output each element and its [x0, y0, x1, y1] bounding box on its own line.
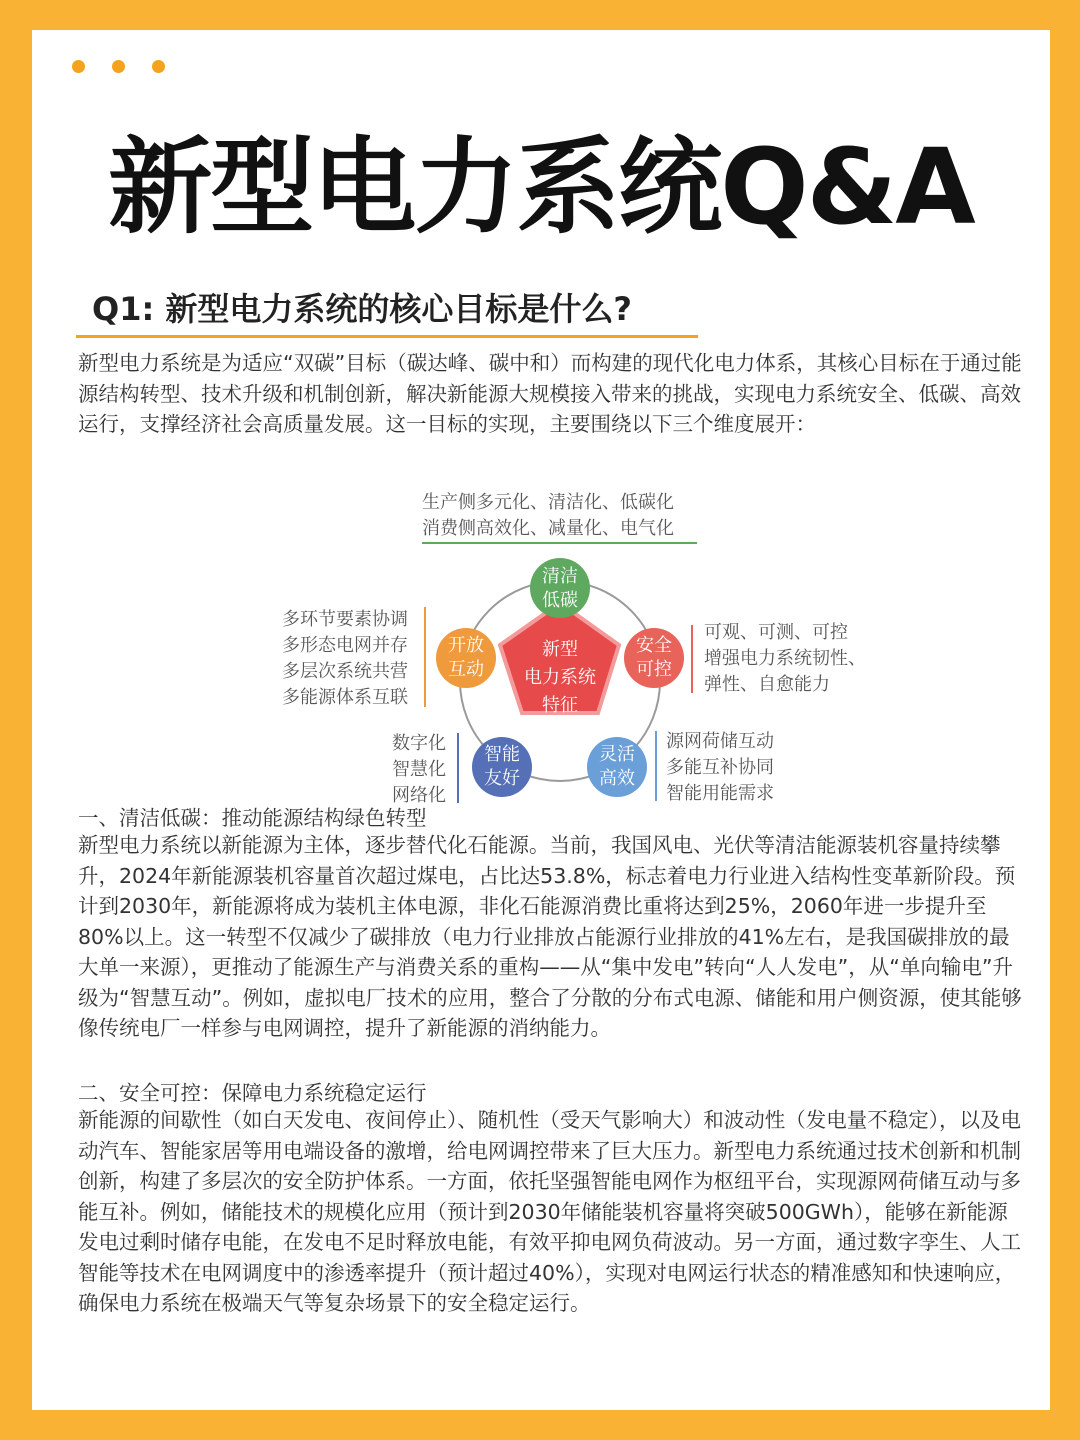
node-bottom-right-line-2: 高效	[599, 768, 635, 789]
note-bottom-right-3: 智能用能需求	[666, 783, 774, 804]
node-bottom-left-line-1: 智能	[484, 744, 520, 765]
note-left-3: 多层次系统共营	[282, 661, 408, 682]
note-top-1: 生产侧多元化、清洁化、低碳化	[422, 492, 674, 513]
node-left-line-1: 开放	[448, 635, 484, 656]
node-top-line-2: 低碳	[542, 590, 578, 611]
node-bottom-right-line-1: 灵活	[599, 744, 635, 765]
note-left-4: 多能源体系互联	[282, 687, 408, 708]
note-bottom-left-1: 数字化	[392, 733, 446, 754]
note-bottom-right-2: 多能互补协同	[666, 757, 774, 778]
note-left-2: 多形态电网并存	[282, 635, 408, 656]
center-line-2: 电力系统	[524, 667, 596, 688]
node-right-line-1: 安全	[636, 635, 672, 656]
section1-body: 新型电力系统以新能源为主体，逐步替代化石能源。当前，我国风电、光伏等清洁能源装机容量持续攀升，2024年新能源装机容量首次超过煤电，占比达53.8%，标志着电力行业进入结构性变革新阶段。预计到2030年，新能源将成为装机主体电源，非化石能源消费比重将达到25%，2060年进一步提升至80%以上。这一转型不仅减少了碳排放（电力行业排放占能源行业排放的41%左右，是我国碳排放的最大单一来源），更推动了能源生产与消费关系的重构——从“集中发电”转向“人人发电”，从“单向输电”升级为“智慧互动”。例如，虚拟电厂技术的应用，整合了分散的分布式电源、储能和用户侧资源，使其能够像传统电厂一样参与电网调控，提升了新能源的消纳能力。	[78, 833, 1022, 1040]
content-card	[32, 30, 1050, 1410]
node-right-line-2: 可控	[636, 659, 672, 680]
dot-icon	[112, 60, 125, 73]
note-left-1: 多环节要素协调	[282, 609, 408, 630]
feature-diagram	[242, 455, 882, 810]
note-right-2: 增强电力系统韧性、	[704, 648, 866, 669]
question-underline	[76, 335, 698, 338]
dot-icon	[72, 60, 85, 73]
dot-icon	[152, 60, 165, 73]
center-line-3: 特征	[542, 695, 578, 716]
question-heading: Q1: 新型电力系统的核心目标是什么?	[92, 290, 632, 328]
note-right-1: 可观、可测、可控	[704, 622, 848, 643]
page-title: 新型电力系统Q&A	[108, 126, 974, 248]
intro-paragraph: 新型电力系统是为适应“双碳”目标（碳达峰、碳中和）而构建的现代化电力体系，其核心目标在于通过能源结构转型、技术升级和机制创新，解决新能源大规模接入带来的挑战，实现电力系统安全、低碳、高效运行，支撑经济社会高质量发展。这一目标的实现，主要围绕以下三个维度展开：	[78, 351, 1022, 436]
center-line-1: 新型	[542, 639, 578, 660]
note-bottom-right-1: 源网荷储互动	[666, 731, 774, 752]
note-right-3: 弹性、自愈能力	[704, 674, 830, 695]
node-bottom-left-line-2: 友好	[484, 768, 520, 789]
node-top-line-1: 清洁	[542, 566, 578, 587]
note-top-2: 消费侧高效化、减量化、电气化	[422, 518, 674, 539]
section1-heading: 一、清洁低碳：推动能源结构绿色转型	[78, 806, 427, 830]
node-left-line-2: 互动	[448, 659, 484, 680]
note-bottom-left-3: 网络化	[392, 785, 446, 806]
section2-body: 新能源的间歇性（如白天发电、夜间停止）、随机性（受天气影响大）和波动性（发电量不稳定），以及电动汽车、智能家居等用电端设备的激增，给电网调控带来了巨大压力。新型电力系统通过技术创新和机制创新，构建了多层次的安全防护体系。一方面，依托坚强智能电网作为枢纽平台，实现源网荷储互动与多能互补。例如，储能技术的规模化应用（预计到2030年储能装机容量将突破500GWh），能够在新能源发电过剩时储存电能，在发电不足时释放电能，有效平抑电网负荷波动。另一方面，通过数字孪生、人工智能等技术在电网调度中的渗透率提升（预计超过40%），实现对电网运行状态的精准感知和快速响应，确保电力系统在极端天气等复杂场景下的安全稳定运行。	[78, 1108, 1021, 1315]
note-bottom-left-2: 智慧化	[392, 759, 446, 780]
section2-heading: 二、安全可控：保障电力系统稳定运行	[78, 1081, 427, 1105]
